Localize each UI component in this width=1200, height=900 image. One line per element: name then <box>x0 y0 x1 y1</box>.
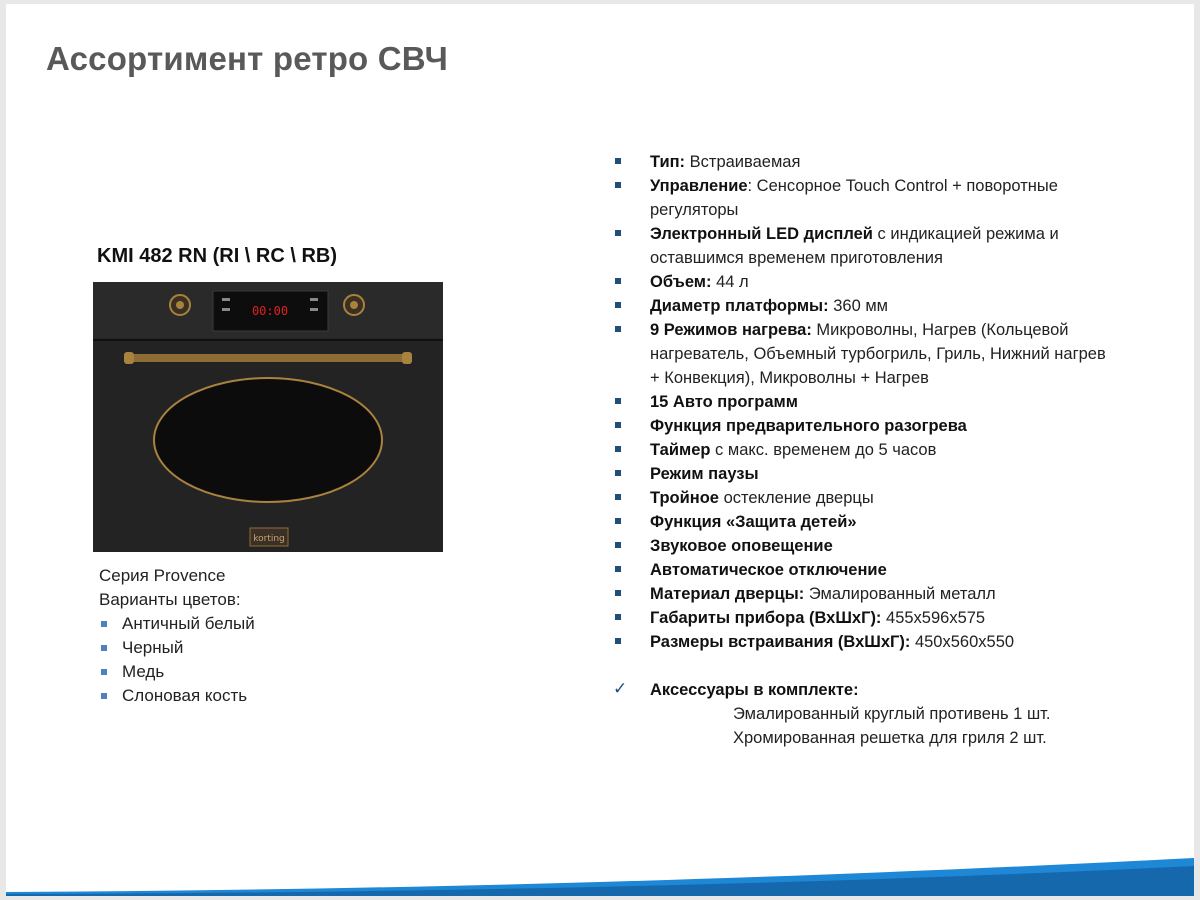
spec-value: 360 мм <box>828 297 889 315</box>
display-time: 00:00 <box>251 304 289 318</box>
color-option <box>99 684 255 708</box>
spec-item <box>613 510 1113 534</box>
color-option <box>99 660 255 684</box>
spec-label: Звуковое оповещение <box>650 537 833 555</box>
spec-value: 44 л <box>711 273 749 291</box>
square-bullet-icon <box>615 446 621 452</box>
square-bullet-icon <box>615 278 621 284</box>
spec-value: 450х560х550 <box>910 633 1015 651</box>
accessories-block <box>613 678 1173 750</box>
accessory-item: Хромированная решетка для гриля 2 шт. <box>733 729 1047 747</box>
square-bullet-icon <box>615 638 621 644</box>
page-title: Ассортимент ретро СВЧ <box>46 40 448 77</box>
spec-label: Функция «Защита детей» <box>650 513 857 531</box>
spec-value: Встраиваемая <box>685 153 801 171</box>
spec-item <box>613 414 1113 438</box>
spec-item <box>613 462 1113 486</box>
spec-label: Режим паузы <box>650 465 759 483</box>
square-bullet-icon <box>615 398 621 404</box>
spec-value: Микроволны, Нагрев (Кольцевой нагреватель, Объемный турбогриль, Гриль, Нижний нагрев + Конвекция), Микроволны + Нагрев <box>650 321 1106 387</box>
spec-item <box>613 390 1113 414</box>
color-option-label: Слоновая кость <box>122 686 248 705</box>
spec-item <box>613 630 1113 654</box>
square-bullet-icon <box>101 693 107 699</box>
spec-value: с макс. временем до 5 часов <box>710 441 937 459</box>
brand-plate: korting <box>253 534 285 544</box>
spec-label: Габариты прибора (ВхШхГ): <box>650 609 882 627</box>
square-bullet-icon <box>101 669 107 675</box>
spec-label: Тип: <box>650 153 686 171</box>
spec-label: Объем: <box>650 273 712 291</box>
square-bullet-icon <box>615 590 621 596</box>
oven-image <box>88 278 446 554</box>
spec-item <box>613 558 1113 582</box>
square-bullet-icon <box>615 422 621 428</box>
spec-label: Материал дверцы: <box>650 585 805 603</box>
spec-value: остекление дверцы <box>718 489 874 507</box>
spec-label: Электронный LED дисплей <box>650 225 873 243</box>
square-bullet-icon <box>615 302 621 308</box>
spec-label: Таймер <box>650 441 711 459</box>
spec-label: Диаметр платформы: <box>650 297 829 315</box>
spec-label: Тройное <box>650 489 719 507</box>
spec-value: 455х596х575 <box>881 609 986 627</box>
spec-item <box>613 486 1113 510</box>
model-name: KMI 482 RN (RI \ RC \ RB) <box>97 245 338 267</box>
spec-item <box>613 582 1113 606</box>
spec-item <box>613 534 1113 558</box>
color-option-label: Античный белый <box>122 614 255 633</box>
square-bullet-icon <box>615 182 621 188</box>
colors-label: Варианты цветов: <box>99 590 241 609</box>
square-bullet-icon <box>615 230 621 236</box>
spec-item <box>613 222 1113 270</box>
spec-label: 9 Режимов нагрева: <box>650 321 812 339</box>
square-bullet-icon <box>615 518 621 524</box>
checkmark-icon: ✓ <box>613 679 628 698</box>
colors-list <box>99 612 255 708</box>
spec-label: Размеры встраивания (ВхШхГ): <box>650 633 911 651</box>
spec-label: 15 Авто программ <box>650 393 798 411</box>
specs-list <box>613 150 1113 654</box>
accessories-title: Аксессуары в комплекте: <box>650 681 859 699</box>
decorative-wave <box>6 844 1194 896</box>
spec-label: Автоматическое отключение <box>650 561 887 579</box>
color-option-label: Медь <box>122 662 165 681</box>
spec-item <box>613 318 1113 390</box>
spec-label: Функция предварительного разогрева <box>650 417 967 435</box>
series-block <box>99 564 255 708</box>
square-bullet-icon <box>615 470 621 476</box>
spec-value: с индикацией режима и оставшимся временем приготовления <box>650 225 1059 267</box>
square-bullet-icon <box>615 326 621 332</box>
square-bullet-icon <box>615 614 621 620</box>
spec-item <box>613 294 1113 318</box>
accessory-item: Эмалированный круглый противень 1 шт. <box>733 705 1051 723</box>
color-option <box>99 612 255 636</box>
spec-value: : Сенсорное Touch Control + поворотные регуляторы <box>650 177 1058 219</box>
spec-item <box>613 438 1113 462</box>
spec-item <box>613 150 1113 174</box>
square-bullet-icon <box>615 542 621 548</box>
spec-item <box>613 174 1113 222</box>
accessories-heading <box>613 678 1173 702</box>
square-bullet-icon <box>615 158 621 164</box>
square-bullet-icon <box>101 621 107 627</box>
spec-value: Эмалированный металл <box>804 585 996 603</box>
spec-label: Управление <box>650 177 748 195</box>
slide <box>6 4 1194 896</box>
color-option <box>99 636 255 660</box>
series-label: Серия Provence <box>99 566 226 585</box>
spec-item <box>613 270 1113 294</box>
square-bullet-icon <box>101 645 107 651</box>
square-bullet-icon <box>615 494 621 500</box>
color-option-label: Черный <box>122 638 184 657</box>
square-bullet-icon <box>615 566 621 572</box>
spec-item <box>613 606 1113 630</box>
